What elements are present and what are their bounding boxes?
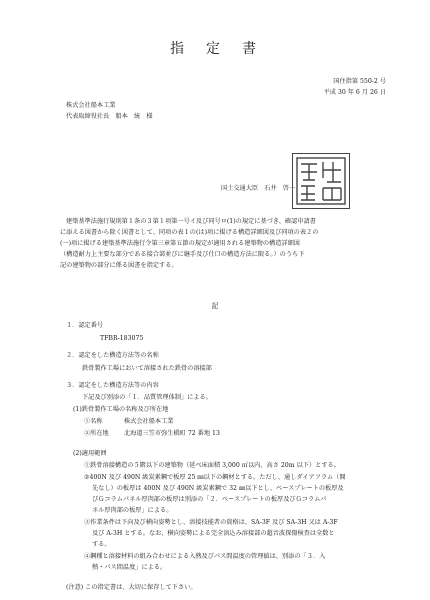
scope-line: びＧコラムパネル厚肉部の板厚は別添の「２．ベースプレートの板厚及びＧコラムパ bbox=[92, 496, 327, 503]
note: (注意) この指定書は、大切に保存して下さい。 bbox=[66, 584, 197, 591]
scope-line: 及び A-3H とする。なお、横向姿勢による完全溶込み溶接部の超音波探傷検査は全数と bbox=[92, 530, 335, 537]
scope-line: する。 bbox=[92, 541, 111, 548]
item2-value: 鉄骨製作工場において溶接された鉄骨の溶接部 bbox=[82, 365, 212, 372]
recipient-company: 株式会社船本工業 bbox=[66, 102, 116, 109]
body-line: (一)項に掲げる建築基準法施行令第三章第五節の規定が適用される建築物の構造詳細図 bbox=[60, 240, 300, 247]
scope-line: ②400N 及び 490N 級炭素鋼で板厚 25 ㎜以下の鋼材とする。ただし、通しダイアフラム（開 bbox=[84, 474, 346, 481]
scope-line: ネル厚肉部の板厚」による。 bbox=[92, 507, 173, 514]
scope-line: ④鋼種と溶接材料の組み合わせによる入熱及びパス間温度の管理値は、別添の「３．入 bbox=[84, 553, 326, 560]
body-line: に添える図書から除く図書として、同項の表１の(は)項に掲げる構造詳細図及び同項の表２の bbox=[60, 229, 319, 236]
item3-intro: 下記及び別添の「１．品質管理体制」による。 bbox=[82, 394, 212, 401]
scope-line: 先なし）の板厚は 400N 及び 490N 級炭素鋼で 32 ㎜以下とし、ベースプレートの板厚及 bbox=[92, 485, 344, 492]
body-line: 記の建築物の部分に係る図書を指定する。 bbox=[60, 262, 178, 269]
item2-heading: ２．認定をした構造方法等の名称 bbox=[66, 352, 159, 359]
scope-line: ①鉄骨溶接構造の５階以下の建築物（延べ床面積 3,000 ㎡以内、高さ 20m 以下）とする。 bbox=[84, 462, 340, 469]
recipient-representative: 代表取締役社長 船本 統 様 bbox=[66, 113, 153, 120]
item3-sub2-heading: (2)適用範囲 bbox=[73, 450, 107, 457]
seal-glyph-icon bbox=[293, 154, 349, 208]
factory-location-value: 北海道三笠市弥生橋町 72 番地 13 bbox=[124, 430, 220, 437]
issuer-name: 国土交通大臣 石井 啓一 bbox=[221, 185, 296, 192]
document-number: 国住指第 550-2 号 bbox=[333, 78, 386, 85]
ki-label: 記 bbox=[211, 302, 219, 310]
body-line: 建築基準法施行規則第１条の３第１項第一号イ及び同号ロ(1)の規定に基づき、確認申請書 bbox=[66, 218, 316, 225]
item3-heading: ３．認定をした構造方法等の内容 bbox=[66, 382, 159, 389]
factory-name-value: 株式会社船本工業 bbox=[124, 418, 174, 425]
document-date: 平成 30 年 6 月 26 日 bbox=[323, 89, 386, 96]
body-paragraph bbox=[60, 216, 390, 271]
document-title: 指 定 書 bbox=[170, 41, 260, 57]
scope-line: ③作業条件は下向及び横向姿勢とし、溶接技能者の資格は、SA-3F 及び SA-3H 又は A-3F bbox=[84, 519, 338, 526]
factory-location-label: ②所在地 bbox=[84, 430, 109, 437]
item1-value: TFBR-183075 bbox=[100, 335, 144, 342]
scope-line: 熱・パス間温度」による。 bbox=[92, 564, 167, 571]
item1-heading: １．認定番号 bbox=[66, 322, 104, 329]
body-line: （構造耐力上主要な部分である接合部並びに継手及び仕口の構造方法に限る。）のうち下 bbox=[60, 251, 305, 258]
official-seal bbox=[292, 153, 350, 209]
item3-sub1-heading: (1)鉄骨製作工場の名称及び所在地 bbox=[73, 406, 169, 413]
factory-name-label: ①名称 bbox=[84, 418, 103, 425]
